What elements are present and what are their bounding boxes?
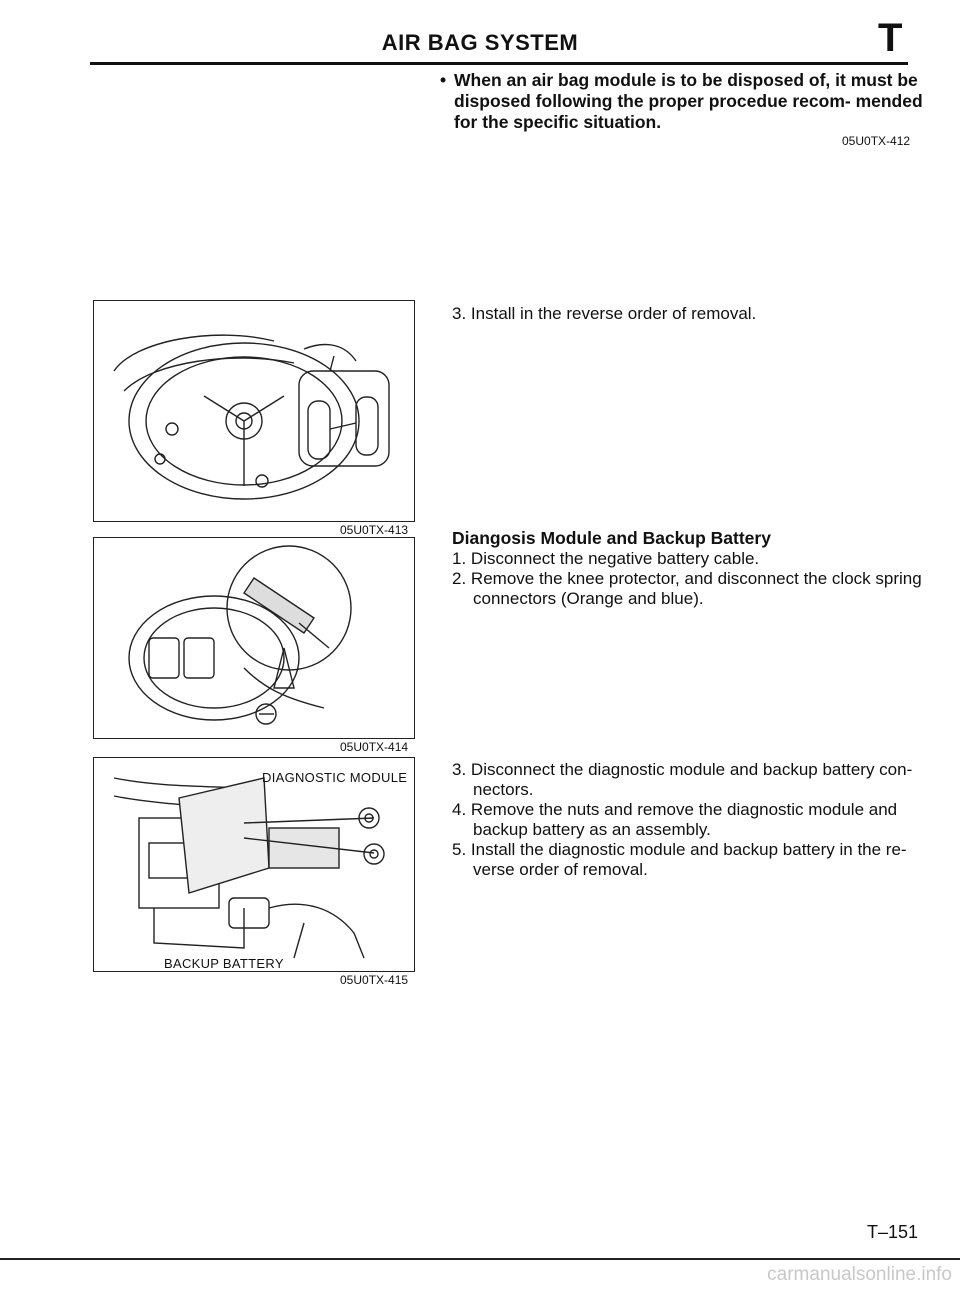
label-diagnostic-module: DIAGNOSTIC MODULE [262, 770, 408, 785]
step-text-continued: verse order of removal. [473, 860, 648, 879]
step-number: 3. [452, 304, 467, 323]
list-item [452, 800, 922, 840]
steps-group-a [452, 549, 922, 609]
figure-diagnostic-module [93, 757, 415, 972]
step-text: Install in the reverse order of removal. [470, 304, 757, 323]
section-heading: Diangosis Module and Backup Battery [452, 528, 771, 548]
step-text: Install the diagnostic module and backup battery in the re- [470, 840, 907, 859]
section-letter: T [878, 16, 903, 60]
step-text-continued: nectors. [473, 780, 534, 799]
list-item [452, 840, 922, 880]
warning-text: When an air bag module is to be disposed of, it must be disposed following the proper procedue recom- mended for the specific situation. [454, 70, 923, 132]
figure-connector-removal [93, 537, 415, 739]
page-number: T–151 [866, 1222, 918, 1242]
install-step [452, 304, 756, 324]
step-number: 1. [452, 549, 467, 568]
connector-illustration [94, 538, 414, 738]
diagnostic-module-illustration [94, 758, 414, 971]
step-number: 5. [452, 840, 467, 859]
header-rule [90, 62, 908, 65]
list-item [452, 760, 922, 800]
warning-code: 05U0TX-412 [842, 134, 911, 148]
figure-code: 05U0TX-414 [340, 740, 409, 754]
step-text: Disconnect the diagnostic module and backup battery con- [470, 760, 913, 779]
step-number: 3. [452, 760, 467, 779]
steps-group-b [452, 760, 922, 880]
figure-code: 05U0TX-413 [340, 523, 409, 537]
page-header-title: AIR BAG SYSTEM [381, 30, 579, 55]
step-text: Disconnect the negative battery cable. [470, 549, 760, 568]
watermark: carmanualsonline.info [767, 1264, 952, 1285]
bullet-icon: • [440, 70, 447, 90]
label-backup-battery: BACKUP BATTERY [164, 956, 284, 971]
step-text-continued: connectors (Orange and blue). [473, 589, 704, 608]
step-text: Remove the knee protector, and disconnect the clock spring [470, 569, 922, 588]
steering-wheel-illustration [94, 301, 414, 521]
figure-code: 05U0TX-415 [340, 973, 409, 987]
step-text-continued: backup battery as an assembly. [473, 820, 711, 839]
step-number: 4. [452, 800, 467, 819]
warning-note [440, 70, 924, 133]
footer-rule [0, 1258, 960, 1260]
step-text: Remove the nuts and remove the diagnostic module and [470, 800, 898, 819]
list-item [452, 549, 922, 569]
step-number: 2. [452, 569, 467, 588]
figure-airbag-removal [93, 300, 415, 522]
list-item [452, 569, 922, 609]
